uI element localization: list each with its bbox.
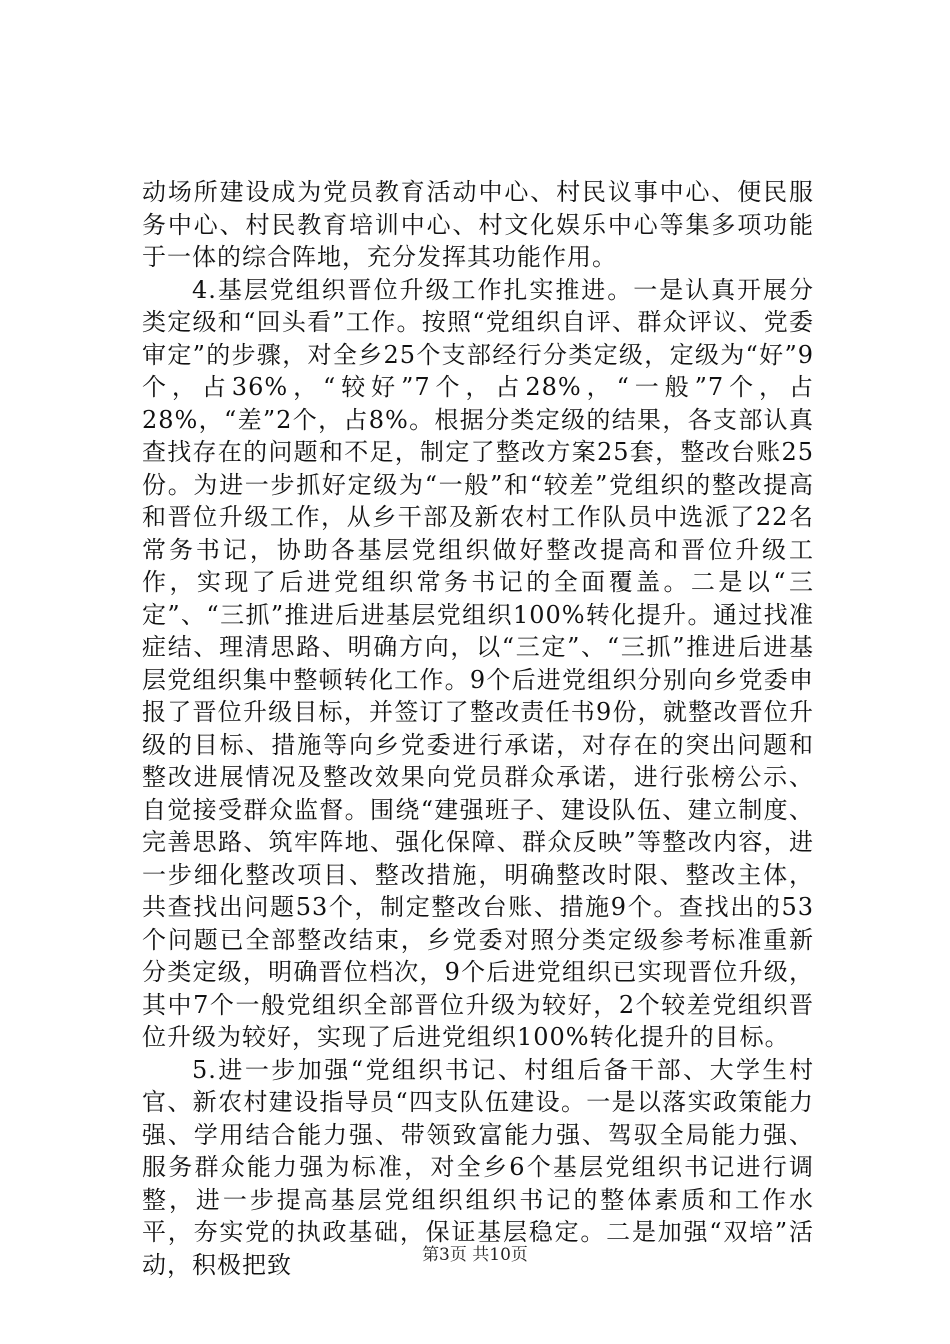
paragraph-item-4: 4.基层党组织晋位升级工作扎实推进。一是认真开展分类定级和“回头看”工作。按照“党组织自评、群众评议、党委审定”的步骤，对全乡25个支部经行分类定级，定级为“好”9个，占36%，“较好”7个，占28%，“一般”7个，占28%，“差”2个，占8%。根据分类定级的结果，各支部认真查找存在的问题和不足，制定了整改方案25套，整改台账25份。为进一步抓好定级为“一般”和“较差”党组织的整改提高和晋位升级工作，从乡干部及新农村工作队员中选派了22名常务书记，协助各基层党组织做好整改提高和晋位升级工作，实现了后进党组织常务书记的全面覆盖。二是以“三定”、“三抓”推进后进基层党组织100%转化提升。通过找准症结、理清思路、明确方向，以“三定”、“三抓”推进后进基层党组织集中整顿转化工作。9个后进党组织分别向乡党委申报了晋位升级目标，并签订了整改责任书9份，就整改晋位升级的目标、措施等向乡党委进行承诺，对存在的突出问题和整改进展情况及整改效果向党员群众承诺，进行张榜公示、自觉接受群众监督。围绕“建强班子、建设队伍、建立制度、完善思路、筑牢阵地、强化保障、群众反映”等整改内容，进一步细化整改项目、整改措施，明确整改时限、整改主体，共查找出问题53个，制定整改台账、措施9个。查找出的53个问题已全部整改结束，乡党委对照分类定级参考标准重新分类定级，明确晋位档次，9个后进党组织已实现晋位升级，其中7个一般党组织全部晋位升级为较好，2个较差党组织晋位升级为较好，实现了后进党组织100%转化提升的目标。 [142, 275, 814, 1051]
page-number-footer: 第3页 共10页 [422, 1245, 528, 1265]
paragraph-item-5: 5.进一步加强“党组织书记、村组后备干部、大学生村官、新农村建设指导员“四支队伍建设。一是以落实政策能力强、学用结合能力强、带领致富能力强、驾驭全局能力强、服务群众能力强为标准，对全乡6个基层党组织书记进行调整，进一步提高基层党组织组织书记的整体素质和工作水平，夯实党的执政基础，保证基层稳定。二是加强“双培”活动，积极把致 [142, 1055, 814, 1279]
paragraph-continuation: 动场所建设成为党员教育活动中心、村民议事中心、便民服务中心、村民教育培训中心、村文化娱乐中心等集多项功能于一体的综合阵地，充分发挥其功能作用。 [142, 178, 814, 271]
document-body [142, 176, 814, 1281]
